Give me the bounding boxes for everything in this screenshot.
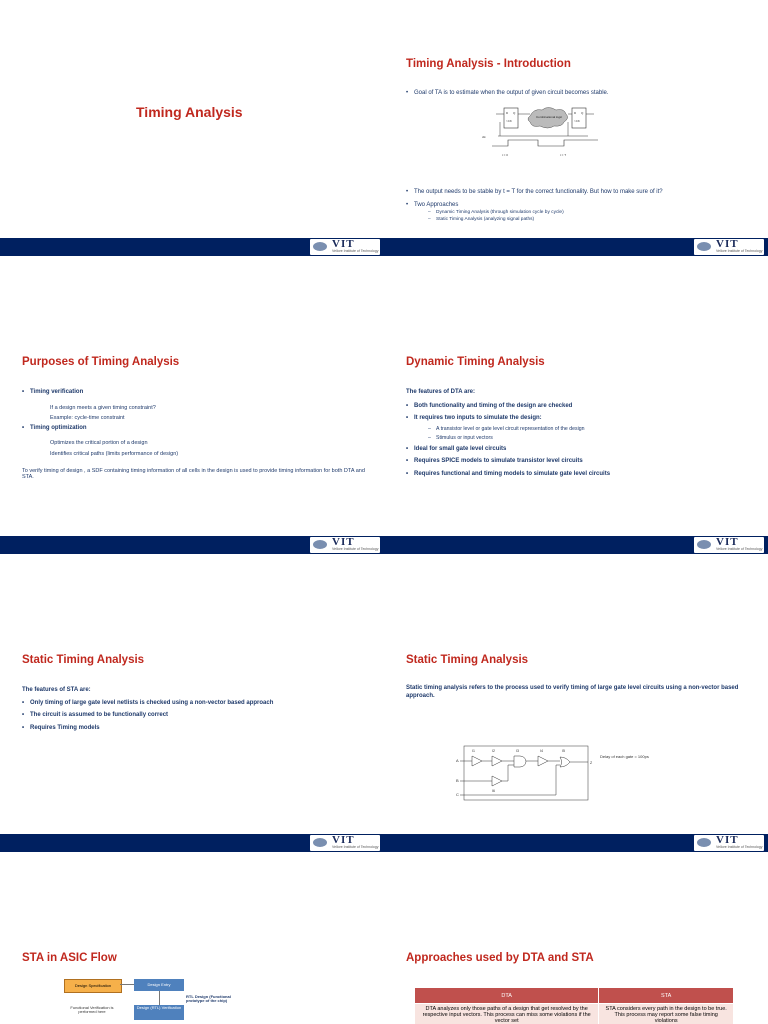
svg-text:A: A — [456, 758, 459, 763]
seal-icon — [313, 242, 327, 251]
svg-text:Q: Q — [513, 111, 516, 115]
slide-6-title: Static Timing Analysis — [406, 654, 529, 666]
rtl-design-note: RTL Design (Functional prototype of the chip) — [186, 994, 231, 1004]
slide-2-title: Timing Analysis - Introduction — [406, 58, 571, 70]
seal-icon — [697, 838, 711, 847]
slide-3: Purposes of Timing Analysis • Timing verification If a design meets a given timing constraint? Example: cycle-time constraint • Timing optimization Optimizes the critical portion of a design Identifies critical paths (limits performance of design) To verify timing of design , a SDF containing timing information of all cells in the design is used to provide timing information for both DTA and STA. VIT Vellore Institute of Technology — [0, 298, 384, 554]
svg-text:C: C — [456, 792, 459, 797]
svg-text:D: D — [574, 111, 577, 115]
svg-text:Z: Z — [590, 761, 593, 765]
slide-3-title: Purposes of Timing Analysis — [22, 356, 180, 368]
sub-dta: – Dynamic Timing Analysis (through simulation cycle by cycle) — [406, 210, 751, 216]
bullet-stable: • The output needs to be stable by t = T for the correct functionality. But how to make sure of it? — [406, 189, 751, 197]
functional-verification-note: Functional Verification is performed here — [70, 1005, 114, 1015]
seal-icon — [313, 838, 327, 847]
svg-text:t = 0: t = 0 — [502, 153, 508, 157]
slide-footer — [0, 536, 384, 554]
bullet-approaches: • Two Approaches — [406, 202, 751, 210]
gate-circuit-diagram — [456, 744, 706, 804]
svg-text:D: D — [506, 111, 509, 115]
svg-text:I6: I6 — [492, 789, 495, 793]
slide-1-title: Timing Analysis — [136, 104, 243, 120]
cloud-label: Combinational logic — [536, 115, 563, 119]
vit-logo: VIT Vellore Institute of Technology — [694, 537, 764, 553]
svg-text:clk: clk — [482, 135, 486, 139]
svg-text:I5: I5 — [562, 749, 565, 753]
arrow-down-icon — [159, 991, 160, 1005]
seal-icon — [697, 242, 711, 251]
slide-5: Static Timing Analysis The features of STA are: • Only timing of large gate level netlists is checked using a non-vector based approach • The circuit is assumed to be functionally correct • Requires Timing models VIT Vellore Institute of Technology — [0, 596, 384, 852]
header-dta: DTA — [415, 988, 599, 1004]
bullet-timing-verification: • Timing verification — [22, 389, 367, 397]
dta-sta-table — [414, 987, 734, 1024]
rtl-verification-box: Design (RTL) Verification — [134, 1005, 184, 1020]
slide-5-title: Static Timing Analysis — [22, 654, 145, 666]
sta-intro: The features of STA are: — [22, 687, 91, 693]
delay-note: Delay of each gate = 100ps — [600, 754, 649, 759]
slide-footer — [384, 238, 768, 256]
bullet-goal: • Goal of TA is to estimate when the output of given circuit becomes stable. — [406, 90, 751, 98]
svg-text:I3: I3 — [516, 749, 519, 753]
slide-1 — [0, 0, 384, 256]
slide-footer — [0, 238, 384, 256]
svg-text:t = T: t = T — [560, 153, 567, 157]
svg-text:Q: Q — [581, 111, 584, 115]
design-spec-box: Design Specification — [64, 979, 122, 993]
svg-text:>CK: >CK — [574, 119, 580, 123]
slide-footer — [384, 834, 768, 852]
seal-icon — [313, 540, 327, 549]
cell-dta: DTA analyzes only those paths of a design that get resolved by the respective input vectors. This process can miss some violations if the vector set — [415, 1004, 599, 1024]
header-sta: STA — [599, 988, 734, 1004]
slide-7 — [0, 894, 384, 1024]
slide-4: Dynamic Timing Analysis The features of DTA are: • Both functionality and timing of the design are checked • It requires two inputs to simulate the design: – A transistor level or gate level circuit representation of the design – Stimulus or input vectors • Ideal for small gate level circuits • Requires SPICE models to simulate transistor level circuits • Requires functional and timing models to simulate gate level circuits VIT Vellore Institute of Technology — [384, 298, 768, 554]
slide-2 — [384, 0, 768, 256]
slide-8-title: Approaches used by DTA and STA — [406, 952, 594, 964]
vit-logo: VIT Vellore Institute of Technology — [694, 835, 764, 851]
vit-logo: VIT Vellore Institute of Technology — [694, 239, 764, 255]
svg-text:B: B — [456, 778, 459, 783]
slide-6 — [384, 596, 768, 852]
vit-logo: VIT Vellore Institute of Technology — [310, 239, 380, 255]
slide-8 — [384, 894, 768, 1024]
dta-intro: The features of DTA are: — [406, 389, 476, 395]
sta-definition: Static timing analysis refers to the process used to verify timing of large gate level circuits using a non-vector based approach. — [406, 685, 739, 699]
vit-logo: VIT Vellore Institute of Technology — [310, 835, 380, 851]
svg-text:I4: I4 — [540, 749, 543, 753]
seal-icon — [697, 540, 711, 549]
sub-sta: – Static Timing Analysis (analyzing signal paths) — [406, 217, 751, 223]
timing-circuit-diagram — [478, 102, 618, 162]
svg-text:>CK: >CK — [506, 119, 512, 123]
arrow-icon — [120, 984, 134, 985]
design-entry-box: Design Entry — [134, 979, 184, 991]
slide-footer — [0, 834, 384, 852]
slide-4-title: Dynamic Timing Analysis — [406, 356, 545, 368]
cell-sta: STA considers every path in the design to be true. This process may report some false timing violations — [599, 1004, 734, 1024]
bullet-timing-optimization: • Timing optimization — [22, 425, 367, 433]
svg-text:I1: I1 — [472, 749, 475, 753]
slide-7-title: STA in ASIC Flow — [22, 952, 117, 964]
slide-footer — [384, 536, 768, 554]
vit-logo: VIT Vellore Institute of Technology — [310, 537, 380, 553]
svg-text:I2: I2 — [492, 749, 495, 753]
sdf-paragraph: To verify timing of design , a SDF containing timing information of all cells in the design is used to provide timing information for both DTA and STA. — [22, 467, 365, 481]
